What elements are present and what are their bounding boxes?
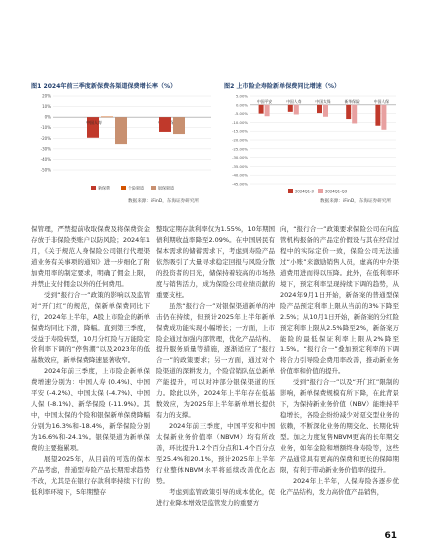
- y-tick-label: -10%: [40, 125, 51, 131]
- text-column-2: [156, 224, 275, 509]
- legend-label: 2024Q1-3: [295, 188, 314, 194]
- bar-银保渠道: [115, 117, 127, 144]
- y-tick-label: -50%: [40, 167, 51, 173]
- bar-2024Q1-3: [346, 105, 351, 119]
- bar-secondary: [173, 117, 185, 134]
- figure-1-source: 数据来源：iFinD，东海证券研究所: [128, 199, 200, 204]
- category-label: 中国太保: [315, 98, 331, 104]
- figure-2-title: 图2 上市险企寿险新单保费同比增速（%）: [224, 83, 341, 90]
- y-tick-label: -35.00%: [232, 163, 248, 169]
- y-tick-label: 20%: [42, 93, 51, 99]
- bar-secondary: [159, 117, 171, 132]
- y-tick-label: 5.00%: [235, 93, 248, 99]
- y-tick-label: 0%: [44, 114, 51, 120]
- category-label: 中国平安: [257, 98, 273, 104]
- figure-1-title: 图1 2024年前三季度新保费各渠道保费增长率（%）: [31, 83, 177, 90]
- legend-swatch: [91, 186, 96, 190]
- legend-label: 新保费: [98, 185, 110, 191]
- paragraph: 考虑到监管政策引导的成本优化，促进行业降本增效是监管发力的重要方: [156, 487, 275, 507]
- bar-个险渠道: [101, 117, 113, 118]
- bar-2024Q1-Q3: [265, 105, 270, 116]
- y-tick-label: -30.00%: [232, 155, 248, 161]
- y-tick-label: -25.00%: [232, 146, 248, 152]
- figure-2-source: 数据来源：iFinD，东海证券研究所: [320, 199, 392, 204]
- legend-label: 个险渠道: [128, 185, 144, 191]
- bar-2024Q1-Q3: [381, 105, 386, 130]
- bar-2024Q1-Q3: [323, 105, 328, 117]
- company-label: 中国人寿: [86, 120, 102, 126]
- legend-swatch: [318, 189, 323, 193]
- text-column-3: [280, 224, 399, 498]
- figure-1-chart: [31, 90, 221, 198]
- y-tick-label: -45.00%: [232, 181, 248, 187]
- paragraph: 2024年上半年，人保寿险各逐步优化产品结构，发力高价值产品销售，: [280, 476, 399, 496]
- bar-2024Q1-3: [317, 105, 322, 113]
- y-tick-label: -15.00%: [232, 128, 248, 134]
- paragraph: 保管理，严禁提前收取保费及将保费资金存放于非保险类账户以防风险；2024年1月，《关于规范人身保险公司银行代理渠道业务有关事项的通知》进一步细化了附加费用率的制定要求，明确了佣金上限，并禁止支付佣金以外的任何费用。: [31, 225, 150, 288]
- y-tick-label: -5.00%: [234, 111, 248, 117]
- category-label: 中国人保: [373, 98, 389, 104]
- figure-2-chart: [224, 90, 402, 198]
- y-tick-label: -10.00%: [232, 119, 248, 125]
- text-column-1: [31, 224, 150, 498]
- paragraph: 向，“报行合一”政策要求保险公司在向监管机构报备的产品定价假设与其在经营过程中的实际定价一致，保险公司无法通过“小账”来激励销售人员，虚高的中介渠道费用进而得以压降。此外，在低利率环境下，预定利率呈现持续下调的趋势，从2024年9月1日开始，新备案的普通型保险产品预定利率上限从当前的3%下降至2.5%；从10月1日开始，新备案的分红险预定利率上限从2.5%降至2%，新备案万能险的最低保证利率上限从2%降至1.5%。“报行合一”叠加预定利率的下调将合力引导险企费用率改善，推动新业务价值率和价值的提升。: [280, 225, 399, 376]
- legend-swatch: [121, 186, 126, 190]
- bar-2024Q1-Q3: [294, 105, 299, 115]
- bar-2024Q1-Q3: [352, 105, 357, 124]
- y-tick-label: 10%: [42, 104, 51, 110]
- paragraph: 2024年前三季度，中国平安和中国太保新业务价值率（NBVM）均有所改善，环比提升1.2个百分点和1.4个百分点至25.4%和20.1%，预计2025年上半年行业整体NBVM水平将延续改善优化态势。: [156, 422, 275, 485]
- bar-2024Q1-3: [288, 105, 293, 112]
- bar-2024Q1-3: [375, 105, 380, 126]
- paragraph: 整取定期存款利率仅为1.55%，10年期国债利期收益率降至2.09%。在中国居民有保本需求的储蓄需求下，考虑到寿险产品依然吸引了大量寻求稳定回报与风险分散的投资者的目光，储保持着较高的市场热度与销售活力，成为保险公司业绩贡献的重要支柱。: [156, 225, 275, 299]
- paragraph: 展望2025年，从目前的可选的保本产品考虑，普通型寿险产品长期需求趋势不改，尤其是在银行存款利率持续下行的低利率环境下，5年期整存: [31, 455, 150, 496]
- y-tick-label: -30%: [40, 146, 51, 152]
- legend-label: 银保渠道: [158, 185, 174, 191]
- legend-swatch: [288, 189, 293, 193]
- y-tick-label: -40.00%: [232, 172, 248, 178]
- page-number: 61: [384, 531, 397, 541]
- paragraph: 受到“报行合一”政策的影响以及监管对“开门红”的规范，保新单保费同比下行，2024年上半年，A股上市险企的新单保费均同比下滑，降幅。直到第三季度，受益于寿险转型，10月分红险与万能险定价利率下调的“停售潮”以及2023年的低基数效应，新单保费降速显著收窄。: [31, 290, 150, 365]
- category-label: 新华保险: [344, 98, 360, 104]
- y-tick-label: -40%: [40, 156, 51, 162]
- paragraph: 受到“报行合一”以及“开门红”限制的影响，新单保费规模有所下降，在此背景下，为保持新业务价值（NBV）能维持平稳增长，各险企纷纷减少对趸交型业务的依赖，不断深化业务的期交化、长期化转型。加之力度复售NBVM更高的长年期交业务，如年金险和增额终身寿险等，这些产品通常具有更高的保费和更长的保障期限，有利于带动新业务价值率的提升。: [280, 378, 399, 474]
- category-label: 中国人寿: [286, 98, 302, 104]
- legend-label: 2024Q1-Q3: [325, 188, 347, 194]
- y-tick-label: -20%: [40, 135, 51, 141]
- y-tick-label: -20.00%: [232, 137, 248, 143]
- paragraph: 2024年前三季度，上市险企新单保费增速分别为：中国人寿 (0.4%)、中国平安 (-4.2%)、中国太保 (-4.7%)、中国人保 (-8.1%)、新华保险 (-11.9%)。其中，中国太保的个险和银保新单保费降幅分别为16.3%和-18.4%，新华保险分别为16.6%和-24.1%。银保渠道为新单保费的主要拖累项。: [31, 367, 150, 453]
- paragraph: 虽然“报行合一”对银保渠道新单的冲击仍在持续，但预计2025年上半年新单保费成功能实现小幅增长；一方面，上市险企通过加强内部管理，优化产品结构、提升服务质量等措施，逐渐适应了“报行合一”的政策要求；另一方面，通过对个险渠道的深耕发力，个险营销队伍总新单产能提升，可以对冲部分银保渠道的压力。除此以外，2024年上半年存在低基数效应，为2025年上半年新单增长提供有力的支撑。: [156, 301, 275, 420]
- bar-2024Q1-3: [259, 105, 264, 114]
- y-tick-label: 0.00%: [235, 102, 248, 108]
- legend-swatch: [151, 186, 156, 190]
